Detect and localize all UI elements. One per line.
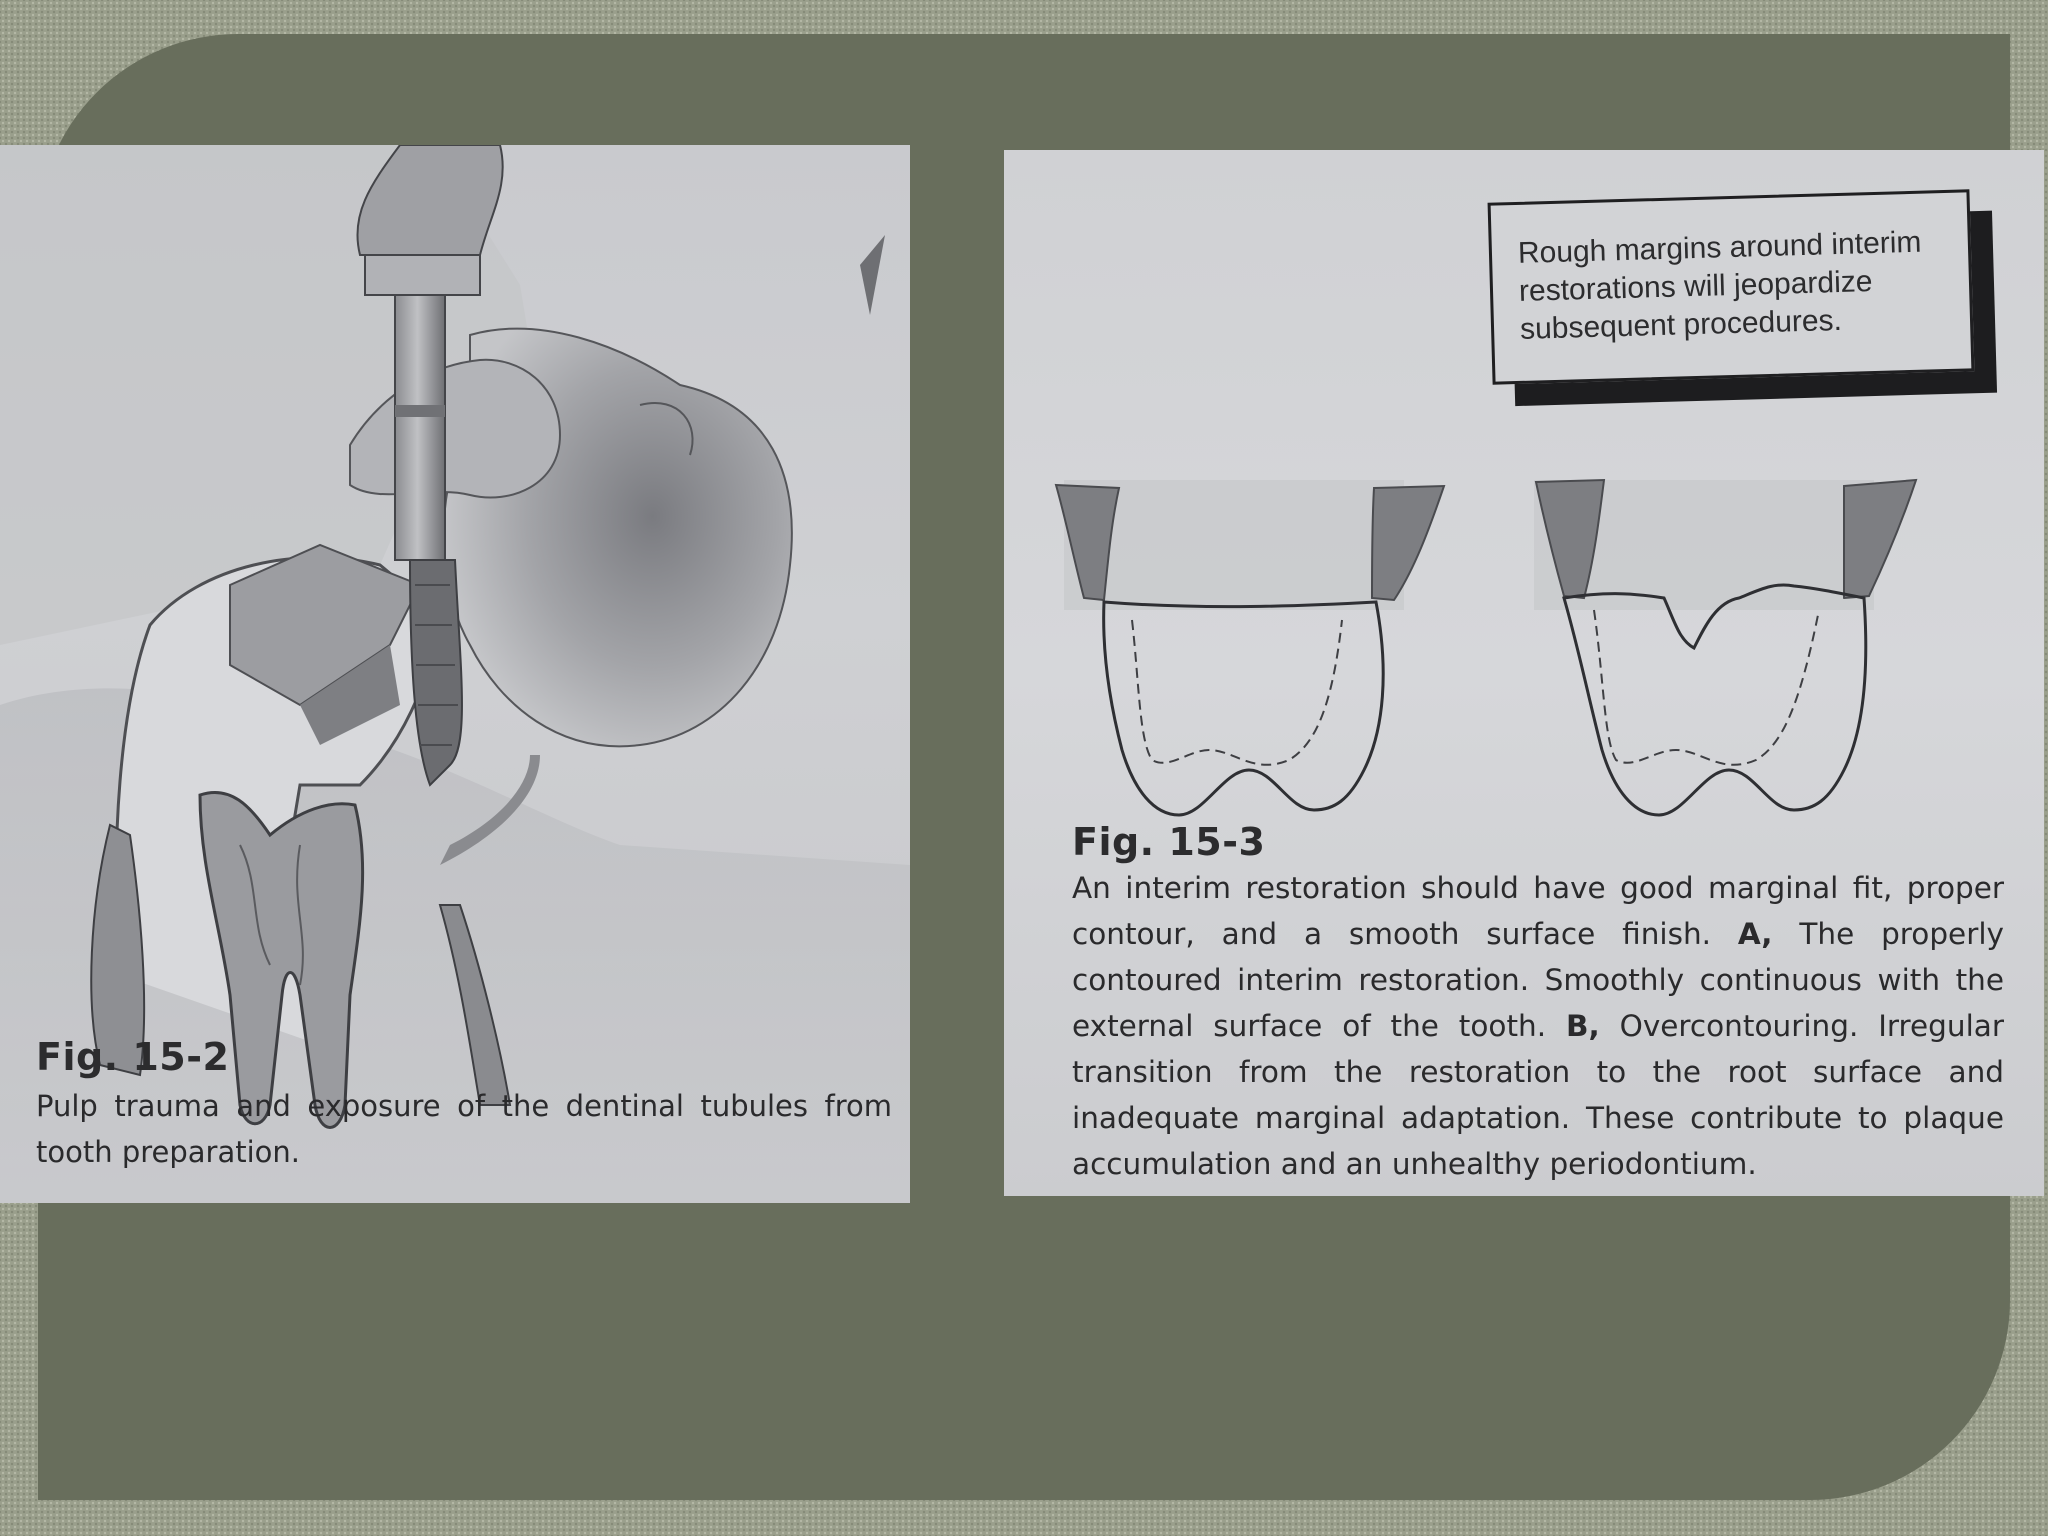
caption-part-b-marker: B, <box>1566 1009 1600 1043</box>
figure-caption-15-3 <box>1072 865 2004 1187</box>
figure-caption-15-2: Pulp trauma and exposure of the dentinal tubules from tooth preparation. <box>36 1089 892 1169</box>
callout-text: Rough margins around interim restorations will jeopardize subsequent procedures. <box>1488 189 1975 384</box>
diamond-bur <box>410 560 462 785</box>
caption-part-a: The properly contoured interim restoration. Smoothly continuous with the external surface of the tooth. <box>1072 917 2004 1043</box>
caption-part-b: Overcontouring. Irregular transition from the restoration to the root surface and inadequate marginal adaptation. These contribute to plaque accumulation and an unhealthy periodontium. <box>1072 1009 2004 1181</box>
figure-label-15-2: Fig. 15-2 <box>36 1035 230 1079</box>
figure-label-15-3: Fig. 15-3 <box>1072 820 1266 864</box>
caption-part-a-marker: A, <box>1737 917 1773 951</box>
figure-15-3-scan <box>1004 150 2044 1196</box>
diagram-a-proper-contour <box>1056 480 1444 815</box>
bur-shank <box>395 295 445 560</box>
diagram-b-overcontoured <box>1534 480 1916 815</box>
figure-15-2-scan <box>0 145 910 1203</box>
caption-lead: An interim restoration should have good marginal fit, proper contour, and a smooth surface finish. <box>1072 871 2004 951</box>
